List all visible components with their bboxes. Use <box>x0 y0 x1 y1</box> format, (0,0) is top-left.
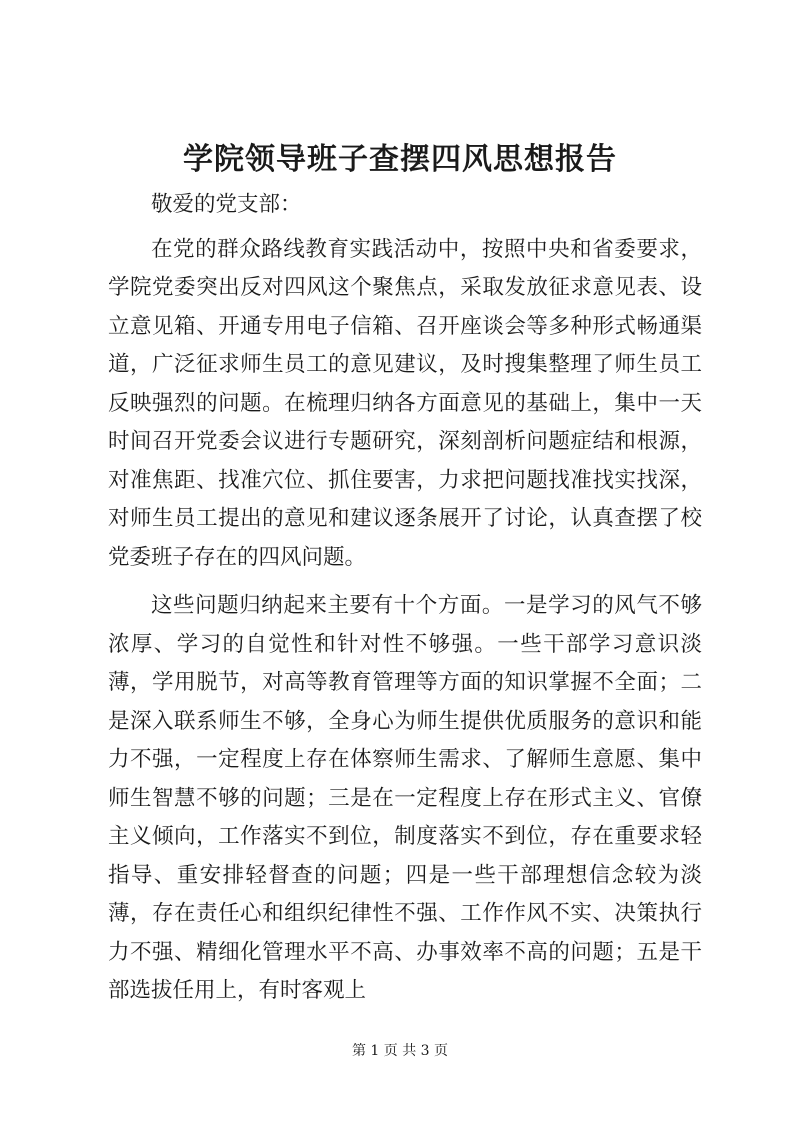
greeting: 敬爱的党支部： <box>151 192 302 217</box>
paragraph: 在党的群众路线教育实践活动中，按照中央和省委要求，学院党委突出反对四风这个聚焦点，采取发放征求意见表、设立意见箱、开通专用电子信箱、召开座谈会等多种形式畅通渠道，广泛征求师生员工的意见建议，及时搜集整理了师生员工反映强烈的问题。在梳理归纳各方面意见的基础上，集中一天时间召开党委会议进行专题研究，深刻剖析问题症结和根源，对准焦距、找准穴位、抓住要害，力求把问题找准找实找深，对师生员工提出的意见和建议逐条展开了讨论，认真查摆了校党委班子存在的四风问题。 <box>108 236 702 570</box>
page-footer: 第 1 页 共 3 页 <box>351 1043 449 1059</box>
document-body <box>108 186 702 1011</box>
paragraph: 这些问题归纳起来主要有十个方面。一是学习的风气不够浓厚、学习的自觉性和针对性不够强。一些干部学习意识淡薄，学用脱节，对高等教育管理等方面的知识掌握不全面；二是深入联系师生不够，全身心为师生提供优质服务的意识和能力不强，一定程度上存在体察师生需求、了解师生意愿、集中师生智慧不够的问题；三是在一定程度上存在形式主义、官僚主义倾向，工作落实不到位，制度落实不到位，存在重要求轻指导、重安排轻督查的问题；四是一些干部理想信念较为淡薄，存在责任心和组织纪律性不强、工作作风不实、决策执行力不强、精细化管理水平不高、办事效率不高的问题；五是干部选拔任用上，有时客观上 <box>108 593 702 1003</box>
page-title: 学院领导班子查摆四风思想报告 <box>183 142 617 177</box>
